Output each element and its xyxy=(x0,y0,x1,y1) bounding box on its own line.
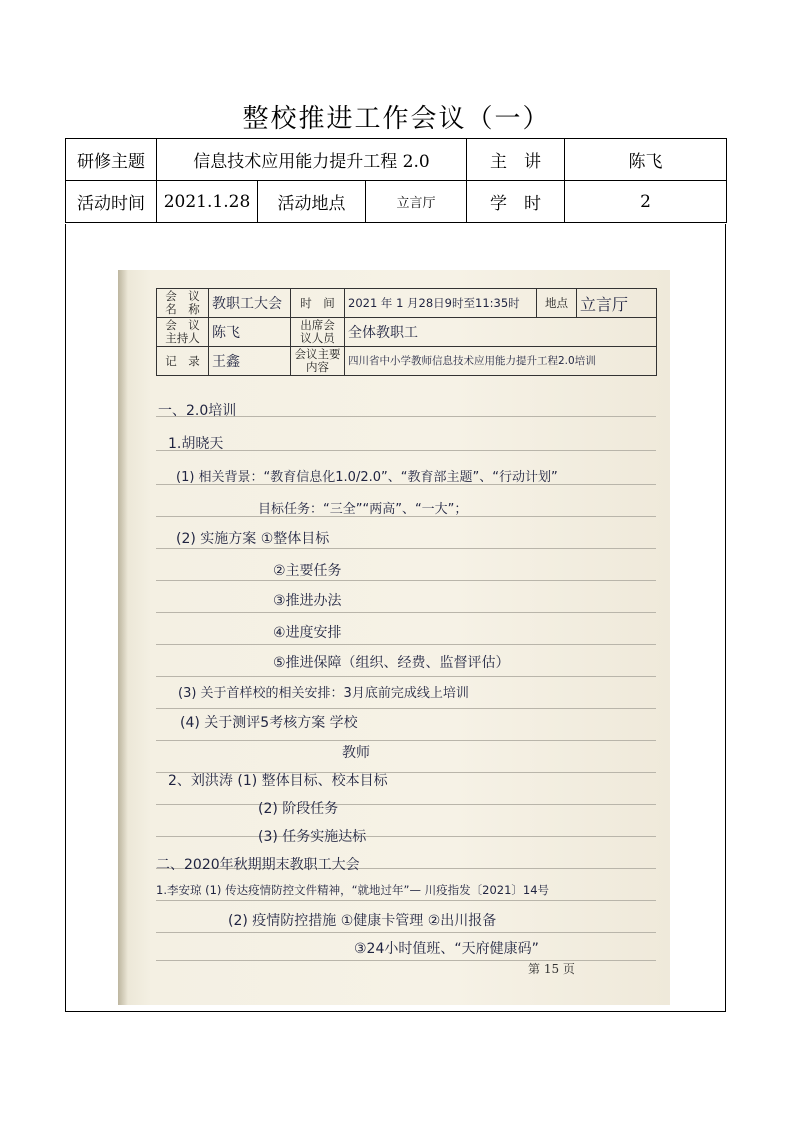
form-time-value: 2021 年 1 月28日9时至11:35时 xyxy=(345,289,537,318)
form-place-label: 地点 xyxy=(537,289,577,318)
hours-value: 2 xyxy=(565,181,727,223)
ruled-line xyxy=(156,804,656,805)
info-table-row2 xyxy=(65,180,727,223)
place-label: 活动地点 xyxy=(258,181,366,223)
ruled-line xyxy=(156,548,656,549)
note-line: 2、刘洪涛 (1) 整体目标、校本目标 xyxy=(168,773,388,789)
form-time-label: 时 间 xyxy=(291,289,345,318)
form-row-1 xyxy=(157,289,657,318)
form-record-value: 王鑫 xyxy=(209,347,291,376)
note-line: (2) 实施方案 ①整体目标 xyxy=(176,531,330,547)
note-line: 目标任务：“三全”“两高”、“一大”； xyxy=(258,502,468,517)
form-place-value: 立言厅 xyxy=(577,289,657,318)
note-line: 一、2.0培训 xyxy=(158,403,237,419)
form-attend-label: 出席会 议人员 xyxy=(291,318,345,347)
form-content-label: 会议主要内容 xyxy=(291,347,345,376)
note-line: 1.李安琼 (1) 传达疫情防控文件精神，“就地过年”— 川疫指发〔2021〕14号 xyxy=(156,883,550,897)
note-line: 二、2020年秋期期末教职工大会 xyxy=(156,857,360,873)
meeting-form xyxy=(156,288,657,376)
hours-label: 学 时 xyxy=(467,181,565,223)
time-value: 2021.1.28 xyxy=(157,181,258,223)
info-table xyxy=(65,138,727,181)
speaker-value: 陈飞 xyxy=(565,139,727,181)
ruled-line xyxy=(156,676,656,677)
note-line: (3) 关于首样校的相关安排：3月底前完成线上培训 xyxy=(178,686,469,701)
note-line: ⑤推进保障（组织、经费、监督评估） xyxy=(273,655,510,671)
form-name-value: 教职工大会 xyxy=(209,289,291,318)
note-line: ②主要任务 xyxy=(273,563,342,579)
info-row-time xyxy=(66,181,727,223)
note-line: ③推进办法 xyxy=(273,593,342,609)
form-name-label: 会 议 名 称 xyxy=(157,289,209,318)
note-line: (2) 疫情防控措施 ①健康卡管理 ②出川报备 xyxy=(228,913,497,929)
form-attend-value: 全体教职工 xyxy=(345,318,657,347)
ruled-line xyxy=(156,708,656,709)
form-row-3 xyxy=(157,347,657,376)
speaker-label: 主 讲 xyxy=(467,139,565,181)
ruled-line xyxy=(156,450,656,451)
note-line: ③24小时值班、“天府健康码” xyxy=(354,941,539,957)
note-line: (3) 任务实施达标 xyxy=(258,829,367,845)
ruled-line xyxy=(156,960,656,961)
ruled-line xyxy=(156,580,656,581)
place-value: 立言厅 xyxy=(366,181,467,223)
form-record-label: 记 录 xyxy=(157,347,209,376)
ruled-line xyxy=(156,612,656,613)
note-line: 1.胡晓天 xyxy=(168,436,224,452)
page-number: 第 15 页 xyxy=(528,962,575,976)
note-line: (4) 关于测评5考核方案 学校 xyxy=(180,715,358,731)
ruled-line xyxy=(156,932,656,933)
form-host-label: 会 议 主持人 xyxy=(157,318,209,347)
notebook-photo xyxy=(118,270,670,1005)
ruled-line xyxy=(156,900,656,901)
info-row-topic xyxy=(66,139,727,181)
note-line: (1) 相关背景：“教育信息化1.0/2.0”、“教育部主题”、“行动计划” xyxy=(176,470,558,485)
topic-label: 研修主题 xyxy=(66,139,157,181)
topic-value: 信息技术应用能力提升工程 2.0 xyxy=(157,139,467,181)
document-title: 整校推进工作会议（一） xyxy=(242,104,551,134)
form-row-2 xyxy=(157,318,657,347)
note-line: ④进度安排 xyxy=(273,625,342,641)
form-host-value: 陈飞 xyxy=(209,318,291,347)
note-line: 教师 xyxy=(342,745,370,761)
ruled-line xyxy=(156,644,656,645)
ruled-line xyxy=(156,740,656,741)
time-label: 活动时间 xyxy=(66,181,157,223)
ruled-line xyxy=(156,836,656,837)
page-shadow xyxy=(118,270,128,1005)
form-content-value: 四川省中小学教师信息技术应用能力提升工程2.0培训 xyxy=(345,347,657,376)
note-line: (2) 阶段任务 xyxy=(258,801,339,817)
